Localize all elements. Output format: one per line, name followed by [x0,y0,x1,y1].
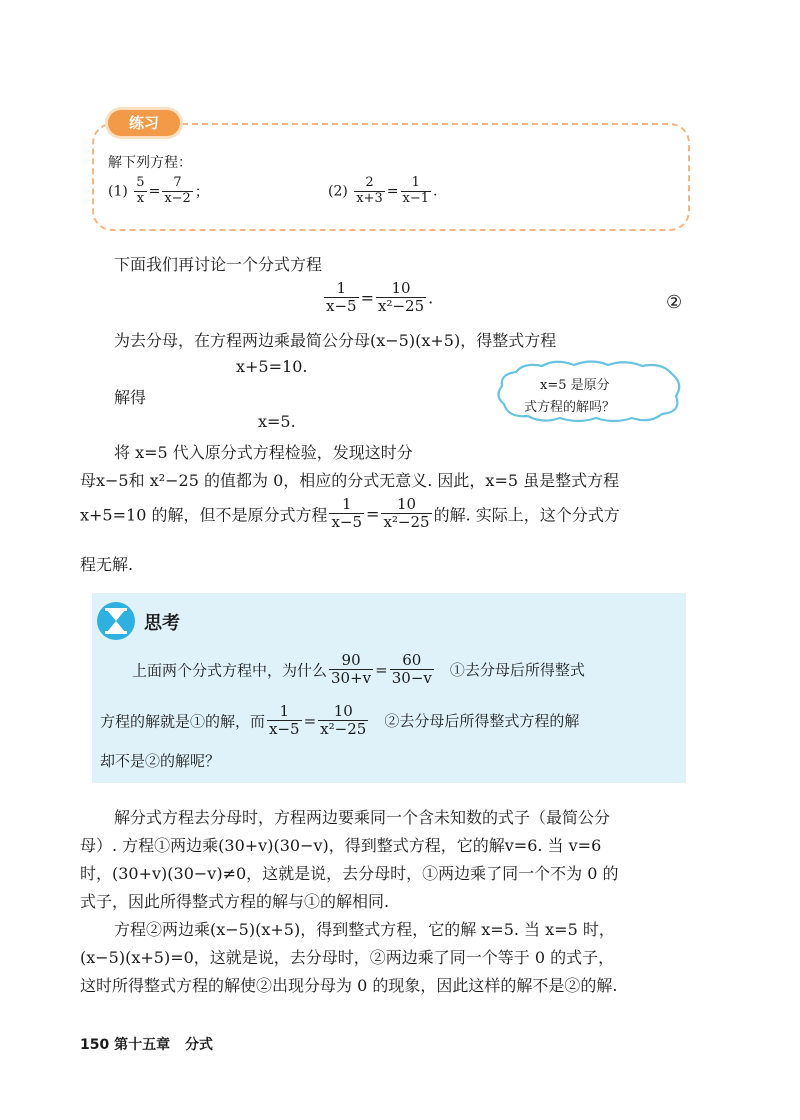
check-line-1: 将 x=5 代入原分式方程检验，发现这时分 [114,443,413,462]
check-line-4: 程无解. [80,555,134,574]
think-line-2: 方程的解就是①的解，而 $\frac{1}{x-5}$ = $\frac{10}{\text{x²−25}}$ ②去分母后所得整式方程的解 [100,702,580,739]
practice-question-1: (1) $\frac{5}{x}$ = $\frac{7}{x-2}$ ； [108,175,209,206]
think-title: 思考 [144,613,180,634]
bubble-line-2: 式方程的解吗？ [524,400,616,415]
q1-rhs-fraction: $\frac{7}{x-2}$ [164,175,191,206]
practice-question-2: (2) $\frac{2}{x+3}$ = $\frac{1}{x-1}$ . [328,175,438,206]
explanation-p1-line4: 式子，因此所得整式方程的解与①的解相同. [80,892,390,911]
explanation-p2-line2: (x−5)(x+5)=0，这就是说，去分母时，②两边乘了同一个等于 0 的式子， [80,948,615,967]
solve-word: 解得 [114,388,147,407]
explanation-p1-line2: 母）. 方程①两边乘(30+v)(30−v)，得到整式方程，它的解v=6. 当 v=6 [80,836,602,855]
page-footer [80,1034,213,1054]
hourglass-icon [96,601,136,641]
discussion-intro: 下面我们再讨论一个分式方程 [114,255,323,274]
chapter-label: 第十五章 [114,1037,171,1053]
equation-2: $\frac{1}{x-5}$ = $\frac{10}{\text{x²−25}}$ . [326,279,434,316]
think-line-1: 上面两个分式方程中，为什么 $\frac{90}{30+v}$ = $\frac{60}{30-v}$ ①去分母后所得整式 [132,651,585,688]
check-line-2: 母x−5和 x²−25 的值都为 0，相应的分式无意义. 因此，x=5 虽是整式方程 [80,471,620,490]
explanation-p1-line3: 时，(30+v)(30−v)≠0，这就是说，去分母时，①两边乘了同一个不为 0 的 [80,864,619,883]
think-line-3: 却不是②的解呢？ [100,752,221,770]
equation-2-marker: ② [666,292,683,313]
practice-instruction: 解下列方程： [108,155,192,171]
solution: x=5. [258,412,296,431]
check-line-3: x+5=10 的解，但不是原分式方程 $\frac{1}{x-5}$ = $\frac{10}{\text{x²−25}}$ 的解. 实际上，这个分式方 [80,495,620,532]
bubble-line-1: x=5 是原分 [540,378,610,393]
discussion-step1: 为去分母，在方程两边乘最简公分母(x−5)(x+5)，得整式方程 [114,331,557,350]
page-number: 150 [80,1037,110,1053]
practice-tag: 练习 [108,110,180,136]
section-label: 分式 [184,1037,213,1053]
explanation-p2-line1: 方程②两边乘(x−5)(x+5)，得到整式方程，它的解 x=5. 当 x=5 时， [114,920,615,939]
explanation-p2-line3: 这时所得整式方程的解使②出现分母为 0 的现象，因此这样的解不是②的解. [80,976,618,995]
q1-lhs-fraction: $\frac{5}{x}$ [136,175,145,206]
q2-rhs-fraction: $\frac{1}{x-1}$ [402,175,430,206]
integer-equation: x+5=10. [236,357,308,376]
explanation-p1-line1: 解分式方程去分母时，方程两边要乘同一个含未知数的式子（最简公分 [114,808,611,827]
q2-lhs-fraction: $\frac{2}{x+3}$ [356,175,383,206]
